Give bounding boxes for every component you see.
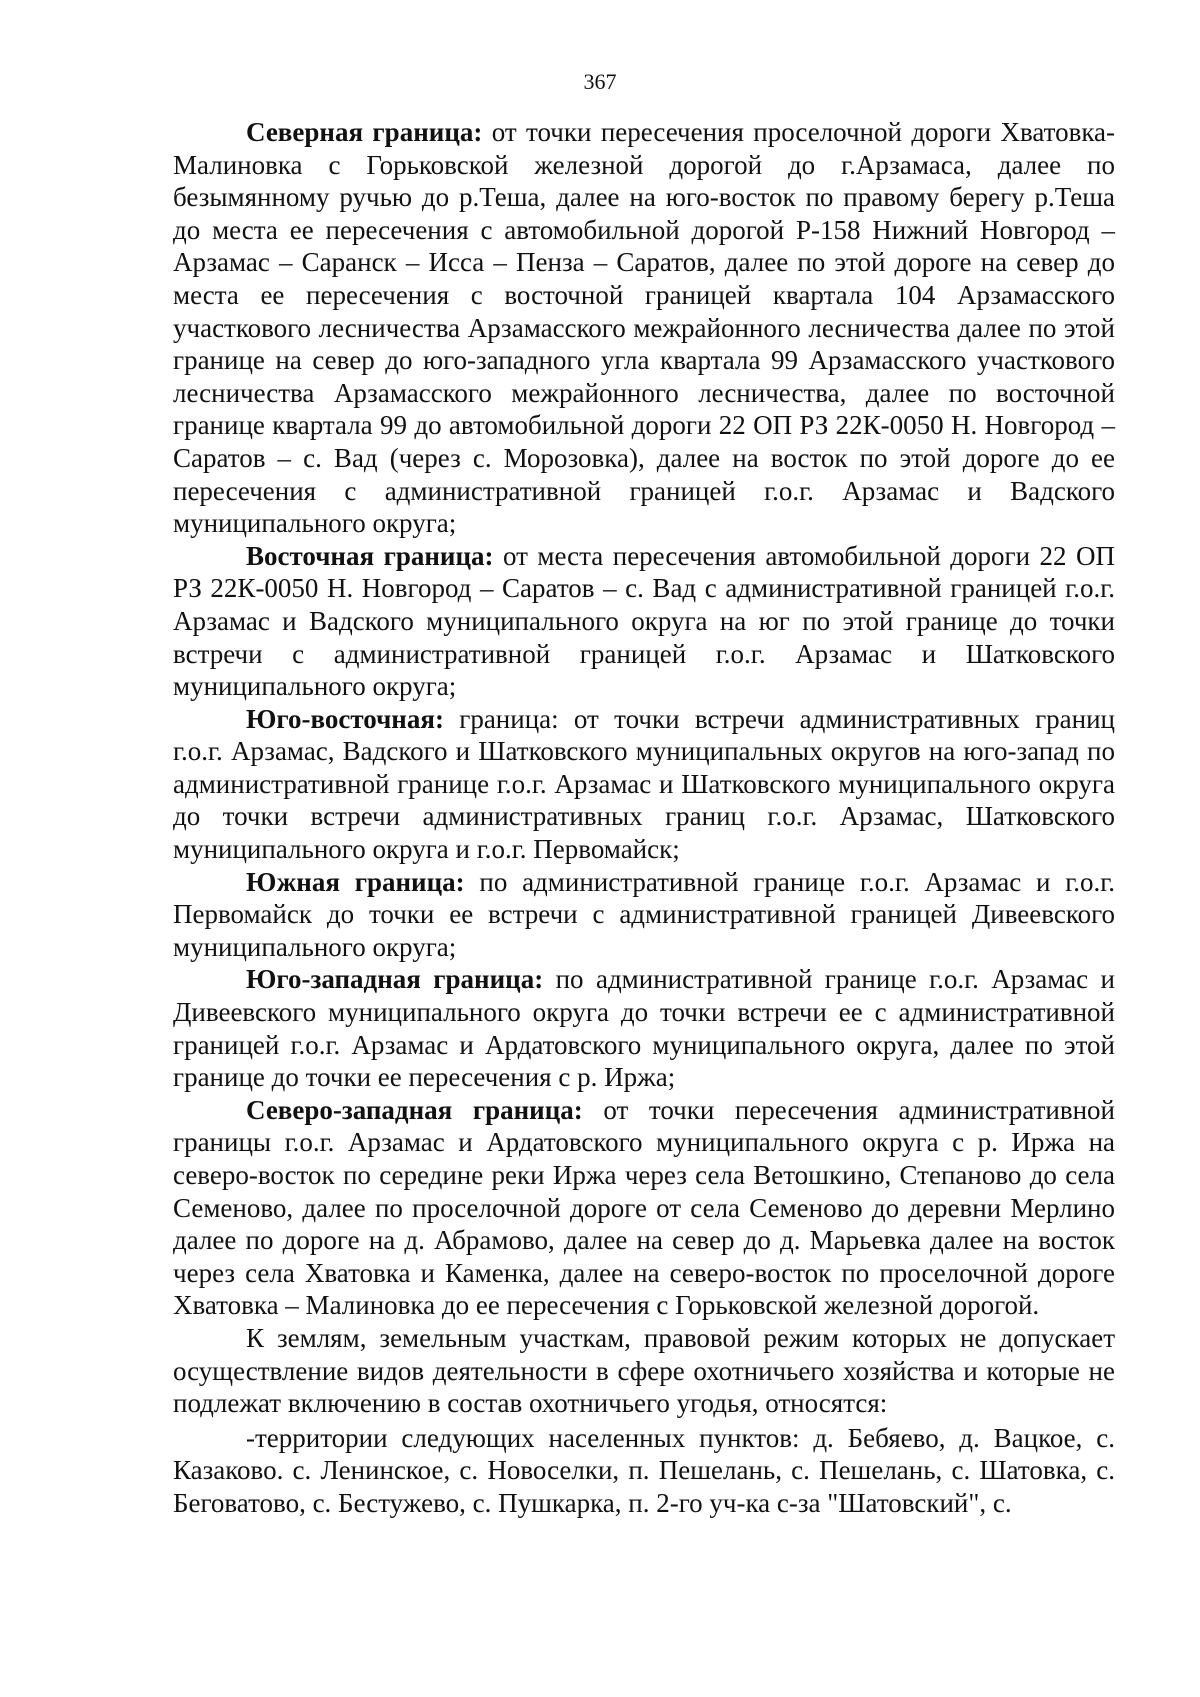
paragraph-text: по административной границе г.о.г. Арзамас и г.о.г. Первомайск до точки ее встречи с административной границей Дивеевского муниципального округа; — [173, 866, 1115, 962]
document-body — [173, 116, 1115, 1520]
paragraph-lead: Юго-восточная: — [246, 703, 444, 734]
paragraph-southwest-boundary — [173, 963, 1115, 1093]
paragraph-east-boundary — [173, 540, 1115, 703]
paragraph-lead: Северо-западная граница: — [246, 1094, 583, 1125]
paragraph-southeast-boundary — [173, 703, 1115, 866]
paragraph-south-boundary — [173, 866, 1115, 964]
page-number: 367 — [583, 69, 617, 94]
paragraph-settlements — [173, 1422, 1115, 1520]
paragraph-text: К землям, земельным участкам, правовой режим которых не допускает осуществление видов деятельности в сфере охотничьего хозяйства и которые не подлежат включению в состав охотничьего угодья, относятся: — [173, 1322, 1115, 1419]
paragraph-text: от точки пересечения проселочной дороги Хватовка-Малиновка с Горьковской железной дорогой до г.Арзамаса, далее по безымянному ручью до р.Теша, далее на юго-восток по правому берегу р.Теша до места ее пересечения с автомобильной дорогой Р-158 Нижний Новгород – Арзамас – Саранск – Исса – Пенза – Саратов, далее по этой дороге на север до места ее пересечения с восточной границей квартала 104 Арзамасского участкового лесничества Арзамасского межрайонного лесничества далее по этой границе на север до юго-западного угла квартала 99 Арзамасского участкового лесничества Арзамасского межрайонного лесничества, далее по восточной границе квартала 99 до автомобильной дороги 22 ОП РЗ 22К-0050 Н. Новгород – Саратов – с. Вад (через с. Морозовка), далее на восток по этой дороге до ее пересечения с административной границей г.о.г. Арзамас и Вадского муниципального округа; — [173, 117, 1115, 539]
paragraph-excluded-lands — [173, 1322, 1115, 1420]
paragraph-text: граница: от точки встречи административных границ г.о.г. Арзамас, Вадского и Шатковского муниципальных округов на юго-запад по административной границе г.о.г. Арзамас и Шатковского муниципального округа до точки встречи административных границ г.о.г. Арзамас, Шатковского муниципального округа и г.о.г. Первомайск; — [173, 703, 1115, 865]
paragraph-text: по административной границе г.о.г. Арзамас и Дивеевского муниципального округа до точки встречи ее с административной границей г.о.г. Арзамас и Ардатовского муниципального округа, далее по этой границе до точки ее пересечения с р. Иржа; — [173, 964, 1116, 1093]
paragraph-lead: Южная граница: — [246, 866, 465, 897]
paragraph-text: от места пересечения автомобильной дороги 22 ОП РЗ 22К-0050 Н. Новгород – Саратов – с. Вад с административной границей г.о.г. Арзамас и Вадского муниципального округа на юг по этой границе до точки встречи с административной границей г.о.г. Арзамас и Шатковского муниципального округа; — [173, 540, 1115, 702]
paragraph-lead: Северная граница: — [246, 117, 483, 147]
paragraph-north-boundary — [173, 116, 1115, 540]
paragraph-text: от точки пересечения административной границы г.о.г. Арзамас и Ардатовского муниципального округа с р. Иржа на северо-восток по середине реки Иржа через села Ветошкино, Степаново до села Семеново, далее по проселочной дороге от села Семеново до деревни Мерлино далее по дороге на д. Абрамово, далее на север до д. Марьевка далее на восток через села Хватовка и Каменка, далее на северо-восток по проселочной дороге Хватовка – Малиновка до ее пересечения с Горьковской железной дорогой. — [173, 1094, 1115, 1321]
paragraph-northwest-boundary — [173, 1094, 1115, 1322]
paragraph-lead: Юго-западная граница: — [246, 964, 544, 995]
paragraph-text: -территории следующих населенных пунктов: д. Бебяево, д. Вацкое, с. Казаково. с. Ленинское, с. Новоселки, п. Пешелань, с. Пешелань, с. Шатовка, с. Беговатово, с. Бестужево, с. Пушкарка, п. 2-го уч-ка с-за "Шатовский", с. — [173, 1422, 1115, 1518]
paragraph-lead: Восточная граница: — [246, 540, 494, 571]
